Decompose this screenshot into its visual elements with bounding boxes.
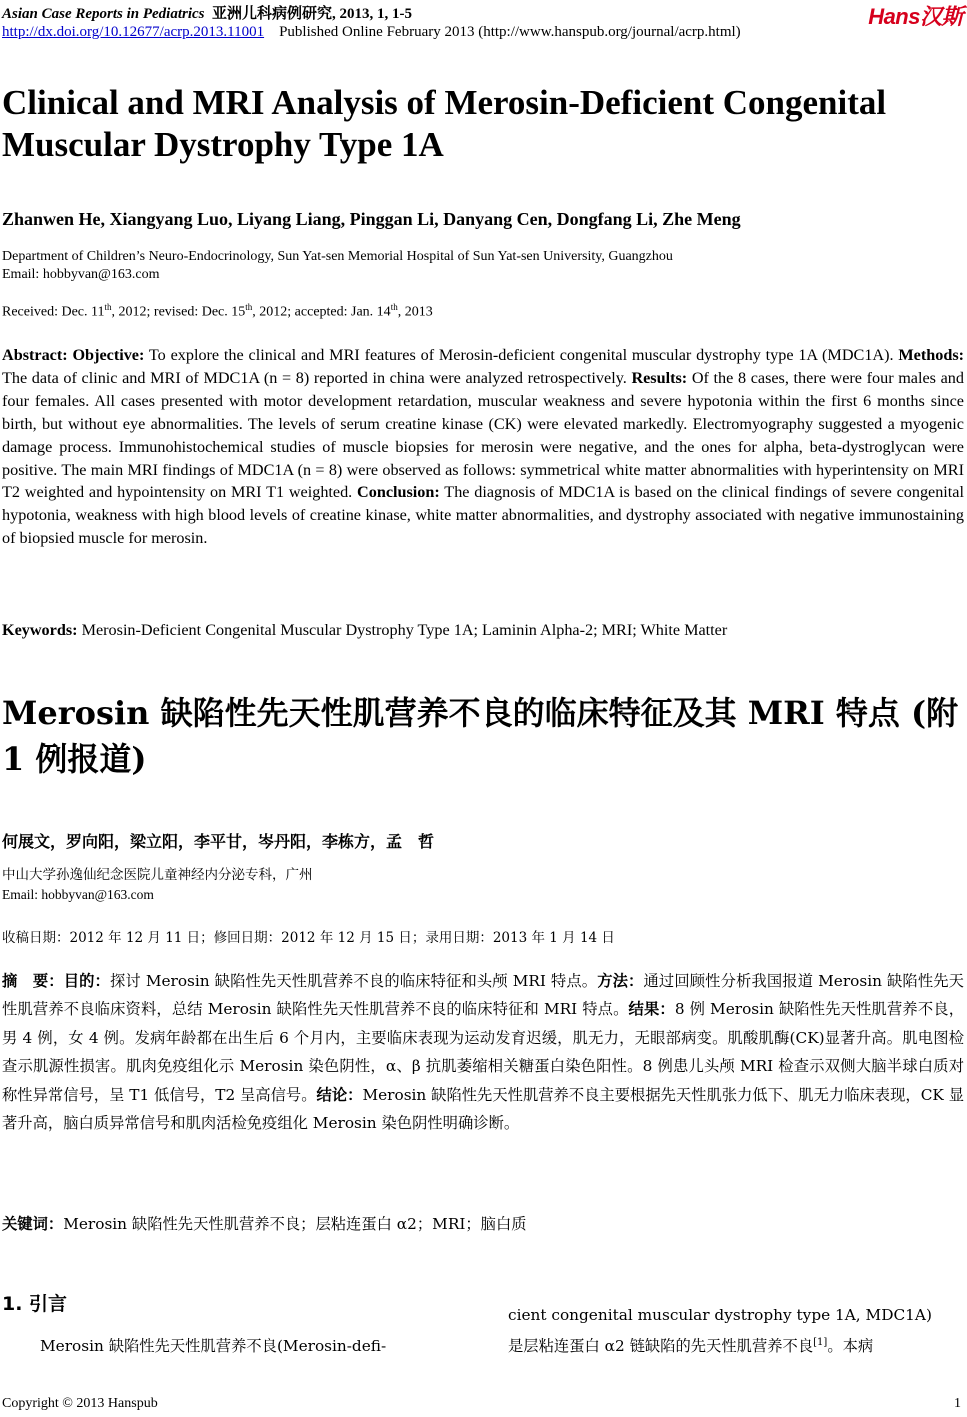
received-dates-cn: 收稿日期：2012 年 12 月 11 日；修回日期：2012 年 12 月 15 日；录用日期：2013 年 1 月 14 日 — [2, 930, 615, 946]
doi-line — [2, 24, 741, 41]
objective-label-cn: 目的： — [63, 972, 110, 990]
conclusion-label-cn: 结论： — [316, 1085, 363, 1104]
paper-title-cn: Merosin 缺陷性先天性肌营养不良的临床特征及其 MRI 特点 (附 1 例报道) — [2, 694, 959, 778]
results-label-cn: 结果： — [628, 1000, 675, 1019]
ordinal-suffix: th — [104, 302, 112, 312]
methods-label: Methods: — [898, 346, 965, 364]
citation-ref[interactable]: [1] — [813, 1337, 828, 1348]
conclusion-label: Conclusion: — [357, 483, 440, 502]
affiliation-text-en: Department of Children’s Neuro-Endocrinology, Sun Yat-sen Memorial Hospital of Sun Yat-sen University, Guangzhou — [2, 249, 673, 264]
affiliation-en — [2, 248, 673, 284]
authors-en: Zhanwen He, Xiangyang Luo, Liyang Liang, Pinggan Li, Danyang Cen, Dongfang Li, Zhe Meng — [2, 209, 741, 229]
received-label: Received: Dec. 11 — [2, 304, 105, 320]
body-line — [508, 1329, 964, 1360]
methods-text: The data of clinic and MRI of MDC1A (n = 8) reported in china were analyzed retrospectively. — [2, 368, 627, 387]
results-text: Of the 8 cases, there were four males and four females. All cases presented with motor development retardation, muscular weakness and severe hypotonia within the first 6 months since birth, but without eye abnormalities. The levels of serum creatine kinase (CK) were elevated markedly. Electromyography suggested a myogenic damage process. Immunohistochemical studies of muscle biopsies for merosin were negative, and the ones for alpha, beta-dystroglycan were positive. The main MRI findings of MDC1A (n = 8) were observed as follows: symmetrical white matter abnormalities with hyperintensity on MRI T2 weighted and hypointensity on MRI T1 weighted. — [2, 368, 964, 502]
received-dates-en — [2, 302, 433, 321]
email-en: Email: hobbyvan@163.com — [2, 267, 160, 282]
keywords-label-cn: 关键词： — [2, 1215, 64, 1233]
hanspub-logo: Hans汉斯 — [868, 4, 963, 29]
ordinal-suffix: th — [390, 302, 398, 312]
abstract-label: Abstract: — [2, 346, 68, 364]
objective-text-cn: 探讨 Merosin 缺陷性先天性肌营养不良的临床特征和头颅 MRI 特点。 — [109, 972, 598, 990]
footer-copyright: Copyright © 2013 Hanspub — [2, 1396, 158, 1411]
conclusion-text: The diagnosis of MDC1A is based on the clinical findings of severe congenital hypotonia, weakness with high blood levels of creatine kinase, white matter abnormalities, and dystrophy associated with negative immunostaining of biopsied muscle for merosin. — [2, 483, 964, 548]
methods-label-cn: 方法： — [597, 972, 644, 990]
ordinal-suffix: th — [245, 302, 253, 312]
results-label: Results: — [631, 368, 688, 387]
section-heading-introduction: 1. 引言 — [2, 1293, 68, 1315]
conclusion-text-cn: Merosin 缺陷性先天性肌营养不良主要根据先天性肌张力低下、肌无力临床表现，CK 显著升高，脑白质异常信号和肌肉活检免疫组化 Merosin 染色阴性明确诊断。 — [2, 1085, 964, 1133]
body-line-tail: 。本病 — [827, 1337, 874, 1356]
affiliation-cn — [2, 866, 313, 904]
email-cn: Email: hobbyvan@163.com — [2, 887, 154, 902]
authors-cn: 何展文，罗向阳，梁立阳，李平甘，岑丹阳，李栋方，孟 哲 — [2, 832, 435, 851]
accepted-label: , 2012; accepted: Jan. 14 — [252, 304, 391, 320]
keywords-label: Keywords: — [2, 621, 78, 639]
journal-name-en: Asian Case Reports in Pediatrics — [2, 6, 205, 22]
objective-text: To explore the clinical and MRI features of Merosin-deficient congenital muscular dystrophy type 1A (MDC1A). — [144, 346, 894, 364]
body-text-left-column: Merosin 缺陷性先天性肌营养不良(Merosin-defi- — [40, 1337, 387, 1355]
keywords-cn — [2, 1212, 527, 1234]
keywords-text-cn: Merosin 缺陷性先天性肌营养不良；层粘连蛋白 α2；MRI；脑白质 — [63, 1215, 527, 1233]
methods-text-cn: 通过回顾性分析我国报道 Merosin 缺陷性先天性肌营养不良临床资料，总结 Merosin 缺陷性先天性肌营养不良的临床特征和 MRI 特点。 — [2, 972, 964, 1019]
page-number: 1 — [954, 1396, 961, 1411]
abstract-en — [2, 344, 964, 550]
abstract-label-cn: 摘 要： — [2, 972, 64, 990]
paper-title-en: Clinical and MRI Analysis of Merosin-Deficient Congenital Muscular Dystrophy Type 1A — [2, 83, 887, 164]
keywords-text: Merosin-Deficient Congenital Muscular Dystrophy Type 1A; Laminin Alpha-2; MRI; White Matter — [77, 621, 728, 639]
affiliation-text-cn: 中山大学孙逸仙纪念医院儿童神经内分泌专科，广州 — [2, 867, 313, 883]
results-text-cn: 8 例 Merosin 缺陷性先天性肌营养不良，男 4 例，女 4 例。发病年龄都在出生后 6 个月内，主要临床表现为运动发育迟缓，肌无力，无眼部病变。肌酸肌酶(CK)显著升高。肌电图检查示肌源性损害。肌肉免疫组化示 Merosin 染色阴性，α、β 抗肌萎缩相关糖蛋白染色阳性。8 例患儿头颅 MRI 检查示双侧大脑半球白质对称性异常信号，呈 T1 低信号，T2 呈高信号。 — [2, 1000, 964, 1104]
journal-name-cn: 亚洲儿科病例研究, 2013, 1, 1-5 — [212, 6, 413, 22]
revised-label: , 2012; revised: Dec. 15 — [111, 304, 246, 320]
received-year: , 2013 — [397, 304, 433, 320]
objective-label: Objective: — [72, 346, 145, 364]
keywords-en — [2, 621, 727, 640]
body-text-right-column — [508, 1301, 964, 1360]
doi-link[interactable]: http://dx.doi.org/10.12677/acrp.2013.11001 — [2, 24, 265, 40]
abstract-cn — [2, 967, 964, 1137]
body-line: cient congenital muscular dystrophy type 1A, MDC1A) — [508, 1306, 932, 1324]
journal-header — [2, 2, 412, 23]
body-line-text: 是层粘连蛋白 α2 链缺陷的先天性肌营养不良 — [508, 1337, 814, 1356]
published-online: Published Online February 2013 (http://www.hanspub.org/journal/acrp.html) — [279, 24, 741, 40]
